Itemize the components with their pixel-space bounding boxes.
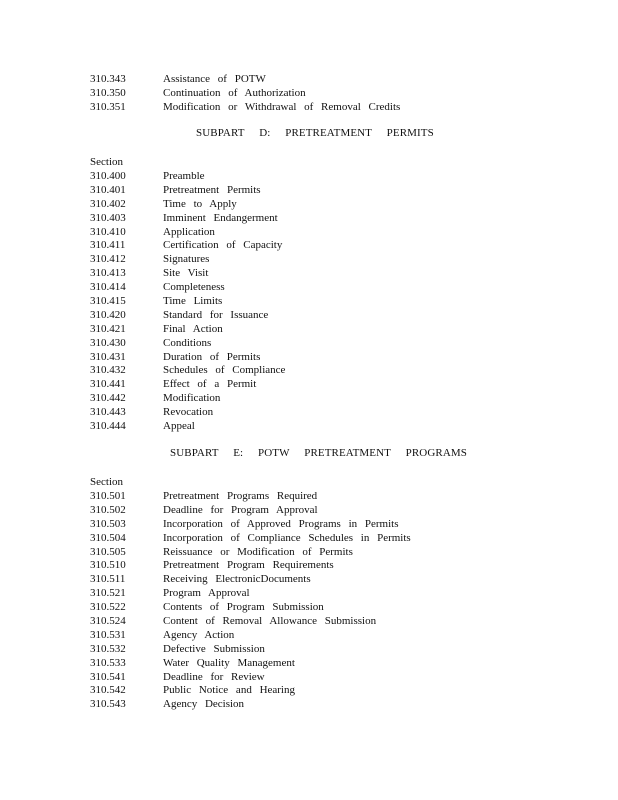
section-title: Incorporation of Compliance Schedules in Permits [163,531,411,544]
section-title: Imminent Endangerment [163,211,278,224]
section-title: Reissuance or Modification of Permits [163,545,353,558]
section-title: Application [163,225,215,238]
section-title: Program Approval [163,587,250,600]
section-number: 310.542 [90,684,126,697]
section-title: Assistance of POTW [163,73,266,85]
section-title: Revocation [163,406,214,419]
section-number: 310.521 [90,587,126,600]
section-title: Standard for Issuance [163,308,269,321]
section-title: Modification or Withdrawal of Removal Credits [163,100,401,113]
section-number: 310.442 [90,392,126,405]
section-number: 310.400 [90,170,126,182]
section-title: Site Visit [163,267,209,280]
subpart-d-section-label: Section [90,156,123,168]
section-title: Pretreatment Programs Required [163,490,318,502]
section-title: Time Limits [163,295,223,308]
section-number: 310.413 [90,267,126,280]
section-number: 310.415 [90,295,126,308]
section-title: Effect of a Permit [163,378,257,391]
section-number: 310.441 [90,378,126,391]
section-number: 310.443 [90,406,126,419]
section-title: Pretreatment Program Requirements [163,559,334,572]
section-number: 310.414 [90,281,126,294]
section-title: Receiving ElectronicDocuments [163,573,311,586]
subpart-d-heading: SUBPART D: PRETREATMENT PERMITS [196,127,434,139]
section-number: 310.501 [90,490,126,502]
section-number: 310.350 [90,86,126,99]
section-number: 310.343 [90,73,126,85]
section-title: Incorporation of Approved Programs in Permits [163,517,399,530]
section-number: 310.510 [90,559,126,572]
section-number: 310.421 [90,322,126,335]
section-title: Agency Decision [163,698,245,711]
section-number: 310.420 [90,308,126,321]
section-title: Agency Action [163,628,235,641]
section-title: Schedules of Compliance [163,364,286,377]
section-number: 310.531 [90,628,126,641]
section-number: 310.431 [90,350,126,363]
section-title: Final Action [163,322,223,335]
subpart-e-heading: SUBPART E: POTW PRETREATMENT PROGRAMS [170,447,467,459]
section-number: 310.403 [90,211,126,224]
section-number: 310.524 [90,615,126,628]
section-number: 310.351 [90,100,126,113]
section-number: 310.502 [90,503,126,516]
section-title: Conditions [163,336,212,349]
section-number: 310.432 [90,364,126,377]
section-number: 310.410 [90,225,126,238]
section-number: 310.505 [90,545,126,558]
section-number: 310.503 [90,517,126,530]
section-title: Water Quality Management [163,656,295,669]
section-title: Continuation of Authorization [163,86,306,99]
section-number: 310.533 [90,656,126,669]
section-number: 310.430 [90,336,126,349]
section-number: 310.543 [90,698,126,711]
section-title: Deadline for Review [163,670,265,683]
section-number: 310.444 [90,420,126,433]
section-title: Time to Apply [163,197,237,210]
section-number: 310.402 [90,197,126,210]
section-number: 310.541 [90,670,126,683]
section-number: 310.504 [90,531,126,544]
section-title: Deadline for Program Approval [163,503,318,516]
section-number: 310.532 [90,642,126,655]
section-number: 310.522 [90,601,126,614]
section-title: Public Notice and Hearing [163,684,295,697]
section-title: Appeal [163,420,195,433]
section-number: 310.412 [90,253,126,266]
section-title: Signatures [163,253,210,266]
section-number: 310.401 [90,183,126,196]
section-title: Content of Removal Allowance Submission [163,615,377,628]
section-number: 310.511 [90,573,126,586]
section-title: Pretreatment Permits [163,183,261,196]
section-title: Defective Submission [163,642,265,655]
section-title: Contents of Program Submission [163,601,324,614]
section-title: Preamble [163,170,205,182]
section-title: Duration of Permits [163,350,261,363]
section-number: 310.411 [90,239,126,252]
section-title: Modification [163,392,221,405]
section-title: Certification of Capacity [163,239,283,252]
subpart-e-section-label: Section [90,476,123,488]
section-title: Completeness [163,281,225,294]
